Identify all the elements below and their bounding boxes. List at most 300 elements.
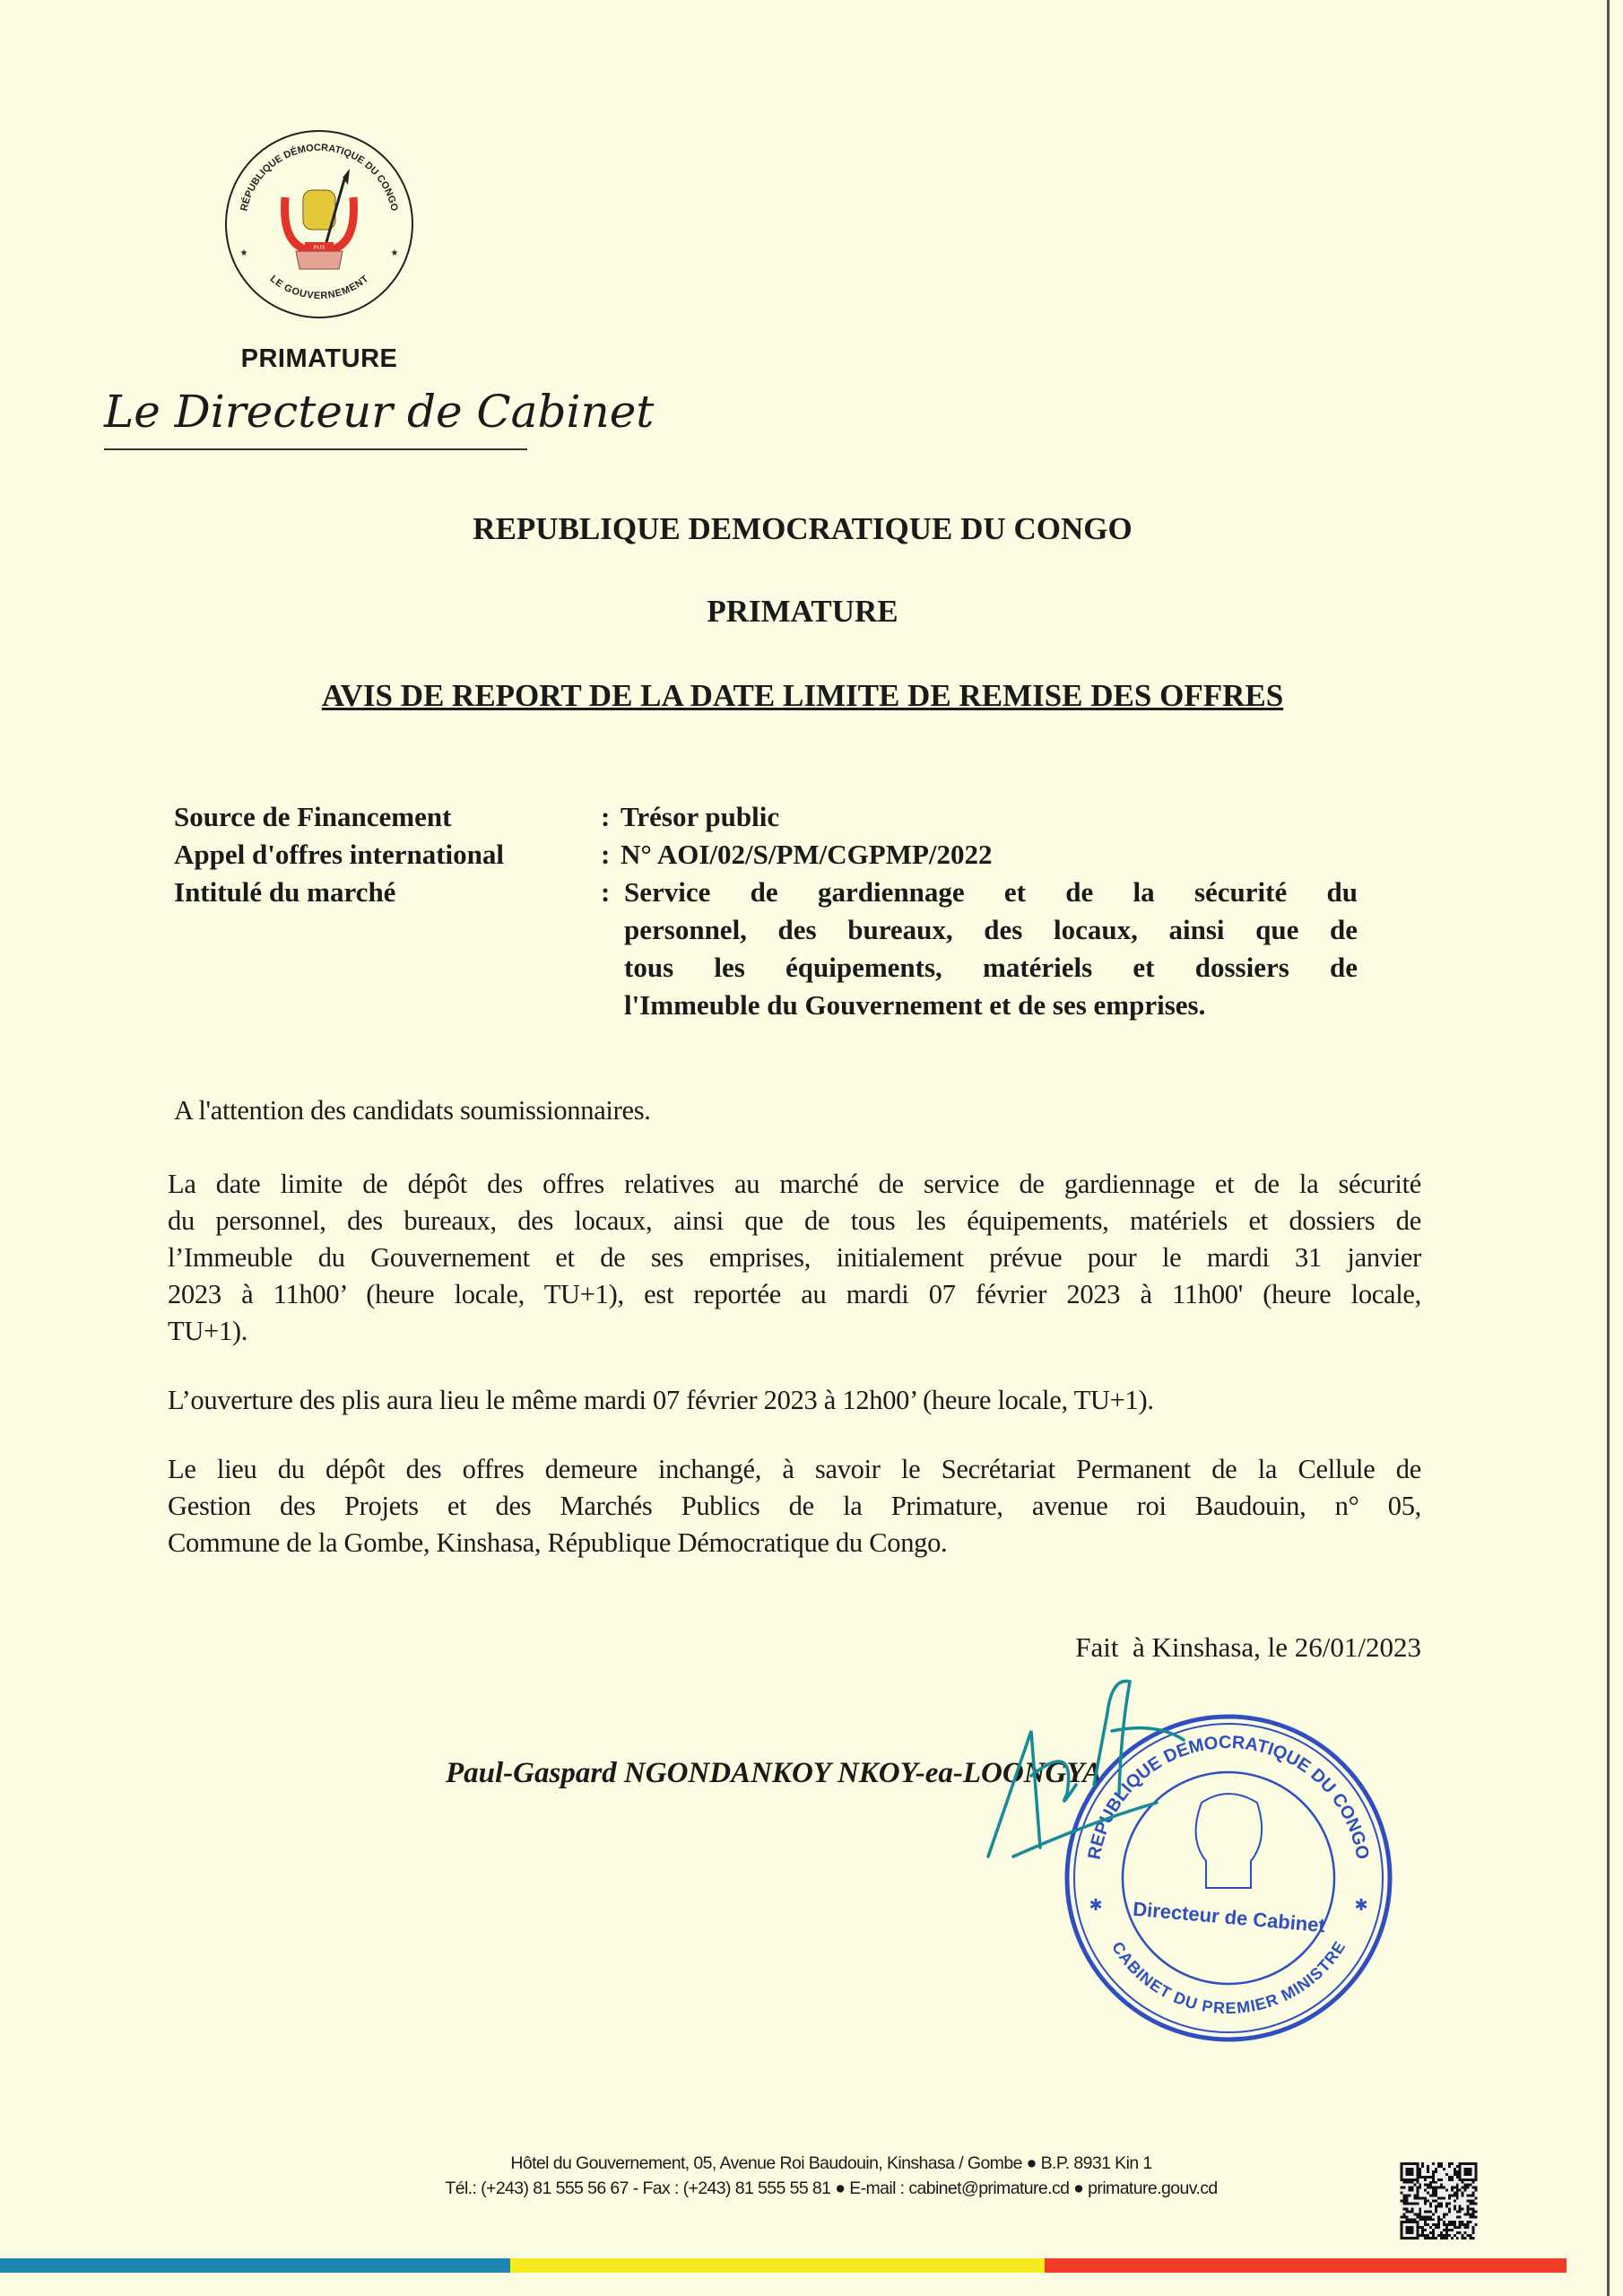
qr-module: [1401, 2170, 1403, 2173]
qr-module: [1405, 2197, 1408, 2200]
qr-module: [1459, 2207, 1462, 2210]
qr-module: [1413, 2221, 1416, 2223]
qr-module: [1416, 2213, 1419, 2215]
qr-module: [1424, 2176, 1427, 2179]
qr-module: [1413, 2162, 1416, 2165]
qr-module: [1472, 2162, 1475, 2165]
qr-module: [1432, 2187, 1435, 2189]
page-edge: [1607, 0, 1610, 2296]
qr-module: [1405, 2237, 1408, 2239]
qr-module: [1464, 2226, 1467, 2229]
qr-module: [1475, 2162, 1478, 2165]
qr-module: [1437, 2205, 1440, 2207]
qr-module: [1467, 2210, 1470, 2213]
qr-module: [1429, 2218, 1432, 2221]
qr-module: [1402, 2179, 1405, 2181]
qr-module: [1405, 2229, 1408, 2231]
qr-module: [1435, 2200, 1437, 2203]
qr-module: [1419, 2210, 1421, 2213]
qr-module: [1405, 2210, 1408, 2213]
qr-module: [1454, 2200, 1456, 2203]
qr-module: [1410, 2231, 1413, 2234]
paragraph-opening: [168, 1382, 1421, 1419]
qr-module: [1413, 2184, 1416, 2187]
place-and-date: Fait à Kinshasa, le 26/01/2023: [1075, 1631, 1421, 1663]
qr-module: [1448, 2176, 1451, 2179]
qr-module: [1464, 2189, 1467, 2192]
qr-module: [1470, 2200, 1472, 2203]
qr-module: [1435, 2195, 1437, 2197]
qr-module: [1421, 2165, 1424, 2168]
qr-module: [1421, 2234, 1424, 2237]
office-heading: PRIMATURE: [707, 594, 898, 629]
qr-module: [1467, 2184, 1470, 2187]
qr-module: [1405, 2179, 1408, 2181]
qr-module: [1472, 2207, 1475, 2210]
detail-value: [621, 836, 1358, 874]
qr-module: [1454, 2234, 1456, 2237]
qr-module: [1419, 2215, 1421, 2218]
qr-module: [1410, 2229, 1413, 2231]
qr-module: [1402, 2197, 1405, 2200]
qr-module: [1424, 2215, 1427, 2218]
qr-module: [1448, 2179, 1451, 2181]
qr-module: [1416, 2215, 1419, 2218]
qr-module: [1424, 2200, 1427, 2203]
qr-module: [1437, 2197, 1440, 2200]
paragraph-line: Commune de la Gombe, Kinshasa, République Démocratique du Congo.: [168, 1527, 948, 1558]
seal-top-text: RÉPUBLIQUE DÉMOCRATIQUE DU CONGO: [239, 142, 400, 213]
detail-separator: :: [601, 839, 611, 870]
qr-module: [1419, 2168, 1421, 2170]
qr-module: [1459, 2205, 1462, 2207]
qr-module: [1456, 2173, 1459, 2176]
qr-module: [1405, 2221, 1408, 2223]
qr-module: [1467, 2162, 1470, 2165]
qr-module: [1443, 2229, 1445, 2231]
qr-module: [1472, 2187, 1475, 2189]
qr-module: [1429, 2210, 1432, 2213]
qr-module: [1472, 2200, 1475, 2203]
tender-details: [174, 798, 1358, 1024]
qr-module: [1451, 2237, 1454, 2239]
qr-module: [1437, 2234, 1440, 2237]
flag-stripe-yellow: [510, 2258, 1045, 2273]
qr-module: [1401, 2231, 1403, 2234]
qr-module: [1456, 2176, 1459, 2179]
qr-module: [1408, 2226, 1410, 2229]
paragraph-location: [168, 1451, 1421, 1561]
qr-module: [1445, 2205, 1448, 2207]
qr-module: [1437, 2221, 1440, 2223]
qr-module: [1435, 2210, 1437, 2213]
paragraph-line: La date limite de dépôt des offres relatives au marché de service de gardiennage et de la sécurité: [168, 1169, 1421, 1199]
qr-module: [1429, 2231, 1432, 2234]
qr-module: [1472, 2215, 1475, 2218]
qr-module: [1421, 2229, 1424, 2231]
detail-value: [621, 874, 1358, 1024]
qr-module: [1443, 2197, 1445, 2200]
svg-text:★: ★: [239, 248, 248, 258]
qr-module: [1413, 2202, 1416, 2205]
qr-module: [1413, 2179, 1416, 2181]
qr-module: [1405, 2181, 1408, 2184]
qr-module: [1475, 2202, 1478, 2205]
qr-module: [1454, 2205, 1456, 2207]
qr-module: [1454, 2168, 1456, 2170]
qr-module: [1445, 2234, 1448, 2237]
qr-module: [1462, 2207, 1464, 2210]
qr-module: [1405, 2202, 1408, 2205]
qr-module: [1432, 2170, 1435, 2173]
qr-module: [1456, 2170, 1459, 2173]
qr-module: [1456, 2197, 1459, 2200]
qr-module: [1437, 2215, 1440, 2218]
letterhead-title: Le Directeur de Cabinet: [104, 386, 655, 438]
qr-module: [1470, 2234, 1472, 2237]
qr-module: [1424, 2218, 1427, 2221]
qr-module: [1419, 2187, 1421, 2189]
qr-module: [1405, 2168, 1408, 2170]
qr-module: [1421, 2176, 1424, 2179]
qr-module: [1401, 2234, 1403, 2237]
qr-module: [1454, 2187, 1456, 2189]
qr-module: [1464, 2184, 1467, 2187]
qr-module: [1440, 2187, 1443, 2189]
svg-text:✱: ✱: [1089, 1896, 1103, 1914]
qr-module: [1456, 2184, 1459, 2187]
qr-module: [1445, 2237, 1448, 2239]
qr-module: [1429, 2215, 1432, 2218]
qr-module: [1432, 2192, 1435, 2195]
detail-value-line: N° AOI/02/S/PM/CGPMP/2022: [621, 839, 993, 870]
qr-module: [1432, 2237, 1435, 2239]
seal-bottom-text: LE GOUVERNEMENT: [267, 274, 371, 302]
qr-module: [1401, 2237, 1403, 2239]
qr-module: [1459, 2162, 1462, 2165]
flag-stripe-blue: [0, 2258, 510, 2273]
qr-module: [1445, 2173, 1448, 2176]
qr-module: [1475, 2197, 1478, 2200]
qr-module: [1410, 2226, 1413, 2229]
qr-module: [1470, 2202, 1472, 2205]
qr-module: [1445, 2231, 1448, 2234]
qr-module: [1408, 2173, 1410, 2176]
qr-module: [1467, 2200, 1470, 2203]
qr-module: [1451, 2189, 1454, 2192]
qr-module: [1416, 2179, 1419, 2181]
qr-module: [1448, 2221, 1451, 2223]
detail-row-contract-title: [174, 874, 1358, 1024]
qr-module: [1467, 2234, 1470, 2237]
qr-module: [1416, 2165, 1419, 2168]
qr-module: [1427, 2187, 1429, 2189]
qr-module: [1432, 2162, 1435, 2165]
qr-module: [1459, 2231, 1462, 2234]
qr-module: [1405, 2195, 1408, 2197]
qr-module: [1402, 2195, 1405, 2197]
qr-module: [1405, 2226, 1408, 2229]
qr-module: [1432, 2213, 1435, 2215]
qr-module: [1440, 2165, 1443, 2168]
qr-module: [1432, 2176, 1435, 2179]
qr-module: [1475, 2215, 1478, 2218]
qr-module: [1435, 2189, 1437, 2192]
qr-module: [1432, 2189, 1435, 2192]
qr-module: [1429, 2237, 1432, 2239]
qr-module: [1410, 2237, 1413, 2239]
qr-module: [1419, 2176, 1421, 2179]
paragraph-line: TU+1).: [168, 1316, 248, 1346]
qr-module: [1419, 2184, 1421, 2187]
qr-module: [1445, 2229, 1448, 2231]
qr-module: [1451, 2223, 1454, 2226]
qr-module: [1402, 2162, 1405, 2165]
qr-module: [1448, 2197, 1451, 2200]
qr-module: [1427, 2165, 1429, 2168]
qr-module: [1464, 2223, 1467, 2226]
qr-module: [1419, 2197, 1421, 2200]
qr-module: [1432, 2231, 1435, 2234]
qr-module: [1424, 2197, 1427, 2200]
qr-module: [1401, 2176, 1403, 2179]
qr-module: [1470, 2215, 1472, 2218]
qr-module: [1435, 2187, 1437, 2189]
paragraph-line: Le lieu du dépôt des offres demeure inchangé, à savoir le Secrétariat Permanent de la Cellule de: [168, 1454, 1421, 1484]
qr-module: [1419, 2213, 1421, 2215]
qr-module: [1470, 2207, 1472, 2210]
detail-value-line: Trésor public: [621, 801, 780, 832]
qr-module: [1467, 2187, 1470, 2189]
qr-module: [1408, 2195, 1410, 2197]
qr-module: [1475, 2187, 1478, 2189]
qr-module: [1459, 2168, 1462, 2170]
qr-module: [1413, 2218, 1416, 2221]
qr-module: [1401, 2173, 1403, 2176]
qr-module: [1472, 2231, 1475, 2234]
qr-module: [1475, 2170, 1478, 2173]
qr-module: [1410, 2162, 1413, 2165]
qr-module: [1435, 2170, 1437, 2173]
qr-module: [1464, 2170, 1467, 2173]
qr-module: [1475, 2165, 1478, 2168]
qr-module: [1437, 2179, 1440, 2181]
qr-module: [1429, 2176, 1432, 2179]
qr-module: [1454, 2170, 1456, 2173]
qr-module: [1464, 2173, 1467, 2176]
qr-module: [1410, 2179, 1413, 2181]
qr-module: [1456, 2192, 1459, 2195]
qr-module: [1443, 2237, 1445, 2239]
qr-module: [1401, 2215, 1403, 2218]
qr-module: [1440, 2202, 1443, 2205]
qr-module: [1464, 2213, 1467, 2215]
qr-module: [1432, 2234, 1435, 2237]
detail-row-tender-number: [174, 836, 1358, 874]
qr-module: [1443, 2168, 1445, 2170]
qr-module: [1413, 2213, 1416, 2215]
qr-module: [1467, 2205, 1470, 2207]
qr-module: [1451, 2229, 1454, 2231]
qr-module: [1445, 2202, 1448, 2205]
qr-module: [1472, 2226, 1475, 2229]
qr-module: [1454, 2223, 1456, 2226]
qr-module: [1410, 2221, 1413, 2223]
qr-module: [1440, 2234, 1443, 2237]
qr-module: [1437, 2202, 1440, 2205]
qr-module: [1459, 2223, 1462, 2226]
qr-module: [1440, 2162, 1443, 2165]
qr-module: [1470, 2237, 1472, 2239]
qr-module: [1440, 2197, 1443, 2200]
qr-module: [1451, 2162, 1454, 2165]
qr-module: [1401, 2192, 1403, 2195]
qr-module: [1419, 2207, 1421, 2210]
qr-module: [1427, 2223, 1429, 2226]
qr-module: [1435, 2192, 1437, 2195]
qr-module: [1408, 2170, 1410, 2173]
qr-module: [1443, 2215, 1445, 2218]
qr-module: [1413, 2195, 1416, 2197]
qr-module: [1462, 2187, 1464, 2189]
qr-module: [1435, 2226, 1437, 2229]
qr-module: [1402, 2215, 1405, 2218]
qr-module: [1472, 2237, 1475, 2239]
qr-module: [1467, 2195, 1470, 2197]
qr-module: [1462, 2181, 1464, 2184]
qr-module: [1402, 2200, 1405, 2203]
paragraph-line: Gestion des Projets et des Marchés Publics de la Primature, avenue roi Baudouin, n° 05,: [168, 1491, 1421, 1521]
qr-module: [1475, 2176, 1478, 2179]
paragraph-line: L’ouverture des plis aura lieu le même mardi 07 février 2023 à 12h00’ (heure locale, TU+1).: [168, 1385, 1154, 1415]
qr-module: [1470, 2179, 1472, 2181]
qr-module: [1416, 2192, 1419, 2195]
qr-module: [1419, 2173, 1421, 2176]
qr-module: [1456, 2187, 1459, 2189]
qr-module: [1432, 2218, 1435, 2221]
qr-module: [1475, 2179, 1478, 2181]
qr-module: [1429, 2195, 1432, 2197]
greeting-text: A l'attention des candidats soumissionnaires.: [174, 1095, 651, 1126]
qr-module: [1429, 2226, 1432, 2229]
qr-module: [1416, 2231, 1419, 2234]
qr-module: [1427, 2215, 1429, 2218]
qr-module: [1416, 2226, 1419, 2229]
paragraph-deadline: [168, 1166, 1421, 1350]
qr-module: [1464, 2231, 1467, 2234]
qr-module: [1443, 2234, 1445, 2237]
qr-module: [1472, 2213, 1475, 2215]
qr-module: [1401, 2200, 1403, 2203]
qr-module: [1424, 2179, 1427, 2181]
qr-module: [1413, 2197, 1416, 2200]
qr-module: [1464, 2179, 1467, 2181]
stamp-top-text: REPUBLIQUE DEMOCRATIQUE DU CONGO: [1084, 1732, 1373, 1862]
qr-module: [1405, 2162, 1408, 2165]
qr-module: [1454, 2221, 1456, 2223]
qr-module: [1410, 2207, 1413, 2210]
qr-module: [1445, 2223, 1448, 2226]
qr-module: [1451, 2187, 1454, 2189]
qr-module: [1432, 2173, 1435, 2176]
qr-module: [1401, 2168, 1403, 2170]
qr-module: [1432, 2223, 1435, 2226]
paragraph-line: l’Immeuble du Gouvernement et de ses emprises, initialement prévue pour le mardi 31 janvier: [168, 1242, 1421, 1273]
qr-module: [1472, 2202, 1475, 2205]
qr-module: [1405, 2173, 1408, 2176]
qr-module: [1402, 2202, 1405, 2205]
qr-module: [1440, 2205, 1443, 2207]
qr-module: [1416, 2162, 1419, 2165]
qr-module: [1405, 2200, 1408, 2203]
qr-module: [1419, 2218, 1421, 2221]
qr-module: [1405, 2215, 1408, 2218]
qr-module: [1401, 2229, 1403, 2231]
qr-module: [1401, 2187, 1403, 2189]
qr-module: [1401, 2223, 1403, 2226]
qr-module: [1408, 2187, 1410, 2189]
qr-module: [1401, 2162, 1403, 2165]
qr-module: [1408, 2210, 1410, 2213]
qr-module: [1408, 2202, 1410, 2205]
qr-module: [1416, 2170, 1419, 2173]
qr-module: [1416, 2187, 1419, 2189]
qr-module: [1451, 2221, 1454, 2223]
stamp-bottom-text: CABINET DU PREMIER MINISTRE: [1108, 1938, 1349, 2017]
detail-value: [621, 798, 1358, 836]
qr-module: [1432, 2179, 1435, 2181]
qr-module: [1419, 2226, 1421, 2229]
qr-module: [1429, 2184, 1432, 2187]
qr-module: [1448, 2165, 1451, 2168]
qr-module: [1440, 2237, 1443, 2239]
qr-module: [1424, 2210, 1427, 2213]
qr-module: [1467, 2221, 1470, 2223]
detail-value-line: personnel, des bureaux, des locaux, ainsi que de: [624, 914, 1358, 945]
qr-module: [1410, 2168, 1413, 2170]
greeting: [174, 1092, 1421, 1129]
qr-module: [1432, 2195, 1435, 2197]
footer-address: Hôtel du Gouvernement, 05, Avenue Roi Baudouin, Kinshasa / Gombe ● B.P. 8931 Kin 1: [510, 2153, 1152, 2173]
qr-module: [1475, 2210, 1478, 2213]
qr-module: [1448, 2202, 1451, 2205]
qr-module: [1454, 2192, 1456, 2195]
qr-module: [1456, 2237, 1459, 2239]
country-heading: REPUBLIQUE DEMOCRATIQUE DU CONGO: [473, 511, 1133, 546]
qr-module: [1416, 2176, 1419, 2179]
qr-module: [1401, 2221, 1403, 2223]
qr-module: [1448, 2195, 1451, 2197]
qr-module: [1421, 2226, 1424, 2229]
qr-module: [1416, 2234, 1419, 2237]
qr-module: [1459, 2221, 1462, 2223]
qr-module: [1451, 2176, 1454, 2179]
qr-module: [1437, 2218, 1440, 2221]
qr-module: [1472, 2195, 1475, 2197]
qr-module: [1448, 2162, 1451, 2165]
qr-module: [1401, 2165, 1403, 2168]
qr-module: [1443, 2213, 1445, 2215]
qr-module: [1459, 2215, 1462, 2218]
letterhead-divider: [104, 448, 527, 450]
qr-module: [1456, 2195, 1459, 2197]
qr-module: [1437, 2165, 1440, 2168]
svg-text:✱: ✱: [1354, 1896, 1368, 1914]
qr-module: [1472, 2229, 1475, 2231]
qr-module: [1459, 2170, 1462, 2173]
qr-module: [1421, 2215, 1424, 2218]
qr-module: [1462, 2234, 1464, 2237]
